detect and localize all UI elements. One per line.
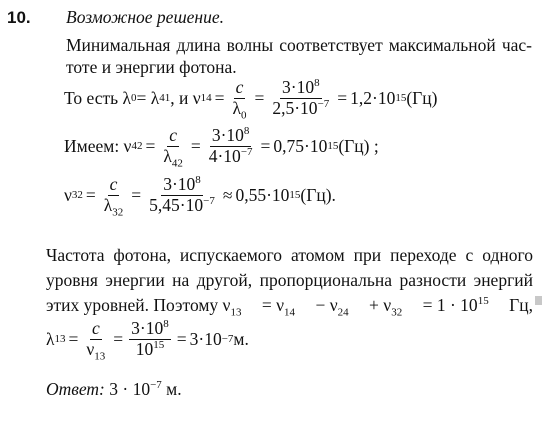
eq2-lead: Имеем: ν	[64, 135, 132, 156]
equals-sign: =	[113, 328, 124, 349]
equals-sign: =	[337, 87, 348, 108]
eq1-conj: , и ν	[170, 87, 201, 108]
para-eq: = ν	[261, 295, 285, 315]
para-line3-term1	[261, 295, 296, 319]
answer-value-sup: −7	[150, 379, 162, 392]
eq4-f1-den: ν	[86, 338, 95, 359]
eq1-f2-num-sup: 8	[314, 77, 320, 90]
equals-sign: =	[190, 135, 201, 156]
eq2-fraction-1	[161, 124, 185, 169]
para-line3-term3	[369, 295, 403, 319]
equals-sign: =	[260, 135, 271, 156]
eq2-fraction-2	[207, 126, 255, 166]
para-line3-lead: этих уровней. Поэтому ν	[46, 295, 231, 315]
eq3-f2-den-sup: −7	[203, 194, 215, 207]
eq3-f1-den: λ	[103, 194, 113, 215]
para-sub-14: 14	[284, 306, 296, 319]
eq4-fraction-2	[129, 319, 171, 359]
eq1-unit: (Гц)	[406, 87, 438, 108]
eq3-fraction-1	[102, 173, 126, 218]
para-sub-13: 13	[230, 306, 242, 319]
eq2-unit: (Гц) ;	[338, 135, 379, 156]
eq4-result: 3·10	[189, 328, 222, 349]
eq1-f1-num: c	[235, 76, 244, 97]
eq3-lead: ν	[64, 184, 72, 205]
para-sup-15: 15	[477, 295, 489, 308]
eq4-f2-num-sup: 8	[163, 318, 169, 331]
eq2-f2-num-sup: 8	[243, 125, 250, 138]
eq3-f1-num: c	[109, 173, 118, 194]
solution-heading: Возможное решение.	[66, 7, 225, 27]
para-sub-24: 24	[337, 306, 349, 319]
eq3-f2-den: 5,45·10	[149, 194, 204, 215]
eq1-fraction-2	[270, 78, 331, 118]
equals-sign: =	[68, 328, 79, 349]
eq4-lead: λ	[46, 328, 55, 349]
paragraph-line-2: уровня энергии на другой, пропорциональна разности энергий	[46, 270, 533, 290]
eq2-f1-num: c	[169, 124, 177, 145]
eq4-f2-num: 3·10	[131, 317, 164, 338]
answer-line	[46, 381, 182, 399]
eq2-f1-den: λ	[163, 145, 172, 166]
para-eq2: = 1 · 10	[422, 295, 478, 315]
eq4-f1-den-sub: 13	[94, 350, 106, 362]
eq4-unit: м.	[233, 328, 249, 349]
equals-sign: =	[176, 328, 187, 349]
eq1-f2-den: 2,5·10	[272, 97, 318, 118]
equals-sign: =	[131, 184, 142, 205]
eq4-f2-den: 10	[135, 338, 154, 359]
eq1-f1-den: λ	[232, 97, 241, 118]
eq1-f2-num: 3·10	[282, 76, 315, 97]
eq1-result: 1,2·10	[350, 87, 396, 108]
approx-sign: ≈	[222, 184, 233, 205]
equals-sign: =	[145, 135, 156, 156]
para-line3-term4	[423, 297, 489, 315]
eq3-unit: (Гц).	[300, 184, 336, 205]
eq1-f2-den-sup: −7	[317, 97, 330, 110]
eq2-f1-den-sub: 42	[171, 157, 183, 169]
para-plus: + ν	[369, 295, 392, 315]
para-line3-term2	[315, 295, 349, 319]
eq2-f2-num: 3·10	[211, 124, 244, 145]
para-minus: − ν	[315, 295, 338, 315]
eq1-lead: То есть λ	[64, 87, 131, 108]
eq4-f2-den-sup: 15	[153, 338, 165, 351]
equals-sign: =	[85, 184, 96, 205]
eq1-mid: = λ	[136, 87, 160, 108]
paragraph-line-1: Частота фотона, испускаемого атомом при переходе с одного	[46, 245, 533, 265]
eq2-result: 0,75·10	[273, 135, 328, 156]
para-sub-32: 32	[391, 306, 403, 319]
eq4-f1-num: c	[91, 317, 100, 338]
eq3-f1-den-sub: 32	[112, 206, 124, 218]
page-edge-mark	[535, 296, 542, 305]
intro-line-1: Минимальная длина волны соответствует максимальной час-	[66, 35, 532, 55]
answer-value: 3 · 10	[109, 379, 151, 399]
answer-unit: м.	[161, 379, 182, 399]
eq1-f1-den-sub: 0	[240, 109, 247, 121]
para-line3-unit: Гц,	[509, 295, 533, 315]
answer-label: Ответ:	[46, 379, 105, 399]
eq1-fraction-1	[230, 76, 248, 121]
equation-3: ν 32 = $\frac{c}{\lambda_{32}}$ = $\frac{3\cdot 10^8}{5,45\cdot 10^{-7}}$ ≈ 0,55·10 15 (Гц).	[64, 173, 336, 218]
eq2-f2-den: 4·10	[208, 145, 241, 166]
eq3-result: 0,55·10	[235, 184, 290, 205]
eq3-f2-num: 3·10	[163, 173, 196, 194]
equals-sign: =	[214, 87, 225, 108]
intro-line-2: тоте и энергии фотона.	[66, 57, 237, 77]
eq3-f2-num-sup: 8	[195, 174, 201, 187]
para-line3-text	[46, 295, 242, 319]
eq4-fraction-1	[84, 317, 107, 362]
equals-sign: =	[254, 87, 265, 108]
problem-number: 10.	[7, 8, 31, 27]
equation-1: То есть λ 0 = λ 41 , и ν 14 = $\frac{c}{\lambda_0}$ = $\frac{3\cdot 10^8}{2,5\cdot 10^{-7}}$ = 1,2·10 15 (Гц)	[64, 76, 438, 121]
equation-2: Имеем: ν 42 = $\frac{c}{\lambda_{42}}$ = $\frac{3\cdot 10^8}{4\cdot 10^{-7}}$ = 0,75·10 15 (Гц) ;	[64, 124, 379, 169]
eq3-fraction-2	[147, 175, 217, 215]
paragraph-line-3	[46, 295, 533, 319]
equation-4: λ 13 = $\frac{c}{\nu_{13}}$ = $\frac{3\cdot 10^8}{10^{15}}$ = 3·10 −7 м.	[46, 317, 249, 362]
eq2-f2-den-sup: −7	[240, 145, 253, 158]
